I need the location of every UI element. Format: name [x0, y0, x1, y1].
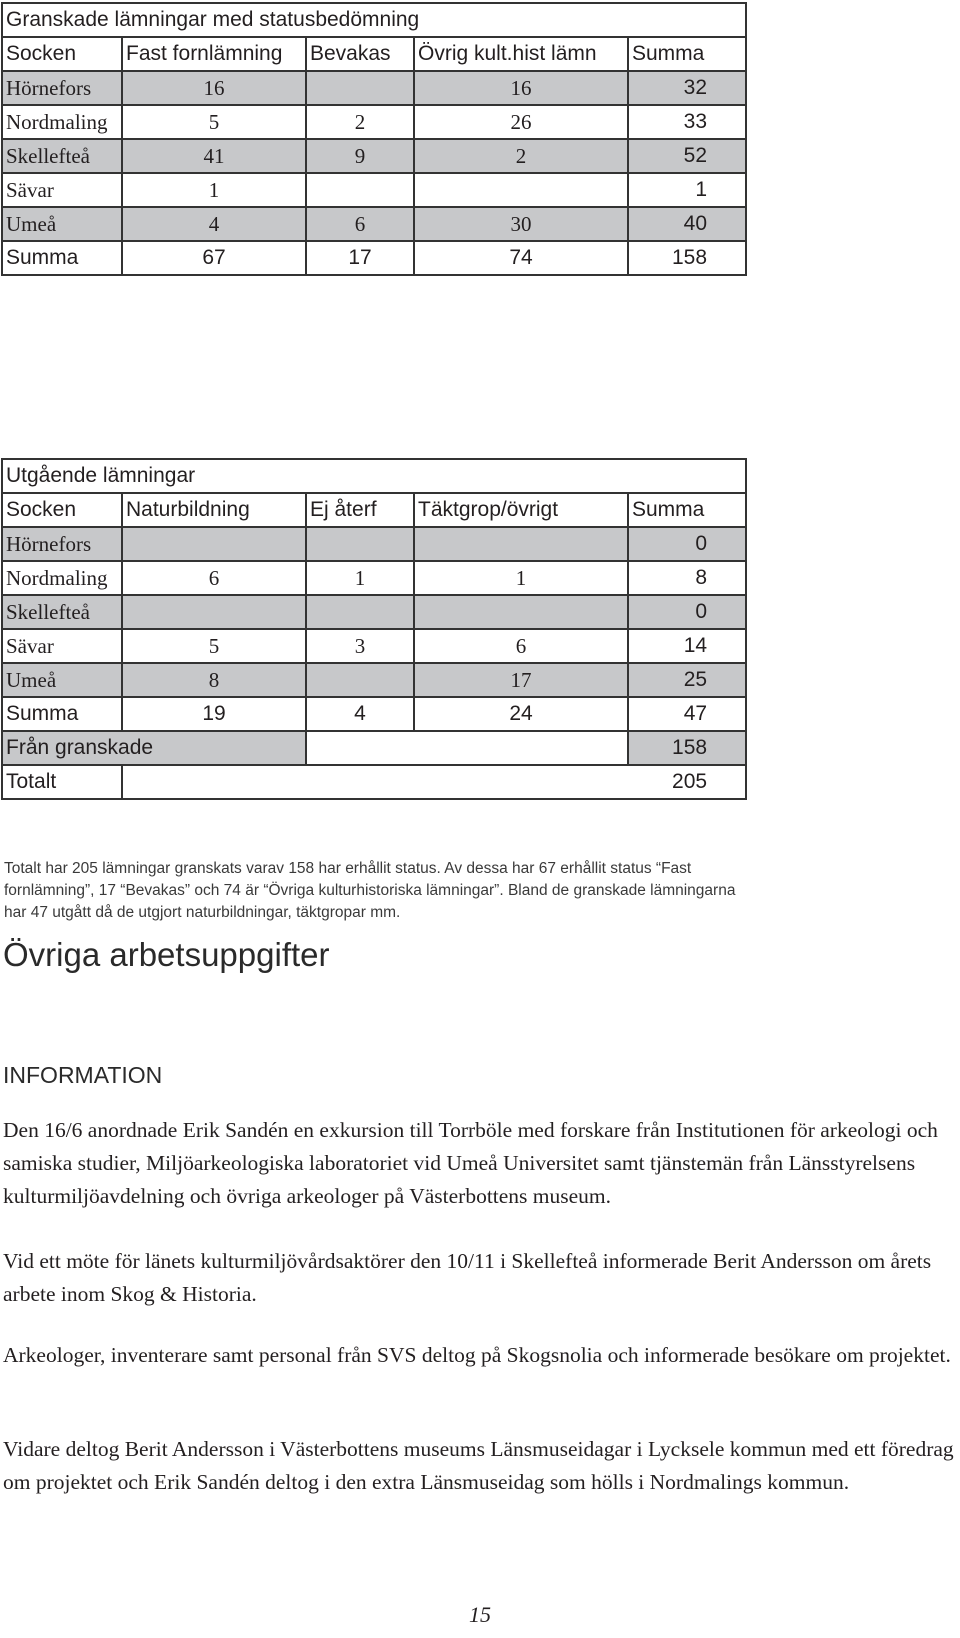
cell: 19 [122, 697, 306, 731]
cell: 74 [414, 241, 628, 275]
status-table [1, 2, 747, 276]
table-row [2, 105, 746, 139]
table-header-row [2, 37, 746, 71]
header-cell: Fast fornlämning [122, 37, 306, 71]
cell [306, 71, 414, 105]
cell: 0 [628, 527, 746, 561]
grand-total-row [2, 765, 746, 799]
cell: 16 [122, 71, 306, 105]
table-row [2, 629, 746, 663]
header-cell: Ej återf [306, 493, 414, 527]
cell: 1 [122, 173, 306, 207]
row-label: Umeå [2, 663, 122, 697]
cell: 67 [122, 241, 306, 275]
page-number: 15 [469, 1602, 491, 1627]
row-label: Sävar [2, 629, 122, 663]
table-title: Utgående lämningar [2, 459, 746, 493]
row-label: Nordmaling [2, 105, 122, 139]
cell: 4 [306, 697, 414, 731]
cell [414, 527, 628, 561]
table-row [2, 561, 746, 595]
row-label: Nordmaling [2, 561, 122, 595]
header-cell: Socken [2, 493, 122, 527]
cell: 8 [122, 663, 306, 697]
cell: 33 [628, 105, 746, 139]
cell: 6 [306, 207, 414, 241]
cell: 2 [414, 139, 628, 173]
header-cell: Täktgrop/övrigt [414, 493, 628, 527]
cell: 158 [628, 241, 746, 275]
table-row [2, 173, 746, 207]
summary-note: Totalt har 205 lämningar granskats varav 158 har erhållit status. Av dessa har 67 erhållit status “Fast fornlämning”, 17 “Bevakas” och 74 är “Övriga kulturhistoriska lämningar”. Bland de granskade lämningarna har 47 utgått då de utgjort naturbildningar, täktgropar mm. [4, 860, 736, 921]
cell: 6 [122, 561, 306, 595]
header-cell: Bevakas [306, 37, 414, 71]
row-label: Totalt [2, 765, 122, 799]
subsection-heading: INFORMATION [3, 1062, 163, 1088]
paragraph: Vidare deltog Berit Andersson i Västerbottens museums Länsmuseidagar i Lycksele kommun med ett föredrag om projektet och Erik Sandén deltog i den extra Länsmuseidag som hölls i Nordmalings kommun. [3, 1437, 954, 1494]
header-cell: Summa [628, 493, 746, 527]
cell [306, 527, 414, 561]
row-label: Skellefteå [2, 139, 122, 173]
cell [306, 663, 414, 697]
table-total-row [2, 697, 746, 731]
table-title: Granskade lämningar med statusbedömning [2, 3, 746, 37]
row-label: Hörnefors [2, 527, 122, 561]
table-title-row [2, 3, 746, 37]
from-reviewed-row [2, 731, 746, 765]
cell: 4 [122, 207, 306, 241]
row-label: Hörnefors [2, 71, 122, 105]
row-label: Från granskade [2, 731, 306, 765]
header-cell: Summa [628, 37, 746, 71]
cell: 5 [122, 629, 306, 663]
cell: 1 [414, 561, 628, 595]
cell: 25 [628, 663, 746, 697]
cell [414, 173, 628, 207]
header-cell: Naturbildning [122, 493, 306, 527]
header-cell: Övrig kult.hist lämn [414, 37, 628, 71]
cell: 30 [414, 207, 628, 241]
table-header-row [2, 493, 746, 527]
cell [306, 595, 414, 629]
table-row [2, 663, 746, 697]
cell: 52 [628, 139, 746, 173]
cell: 26 [414, 105, 628, 139]
cell: 0 [628, 595, 746, 629]
cell [122, 595, 306, 629]
row-label: Summa [2, 697, 122, 731]
cell: 32 [628, 71, 746, 105]
cell: 14 [628, 629, 746, 663]
table-total-row [2, 241, 746, 275]
table-row [2, 71, 746, 105]
cell: 5 [122, 105, 306, 139]
cell: 17 [306, 241, 414, 275]
cell: 1 [628, 173, 746, 207]
paragraph: Den 16/6 anordnade Erik Sandén en exkursion till Torrböle med forskare från Institutionen för arkeologi och samiska studier, Miljöarkeologiska laboratoriet vid Umeå Universitet samt tjänstemän från Länsstyrelsens kulturmiljöavdelning och övriga arkeologer på Västerbottens museum. [3, 1118, 938, 1208]
row-label: Skellefteå [2, 595, 122, 629]
table-row [2, 207, 746, 241]
section-heading: Övriga arbetsuppgifter [3, 936, 330, 973]
paragraph: Vid ett möte för länets kulturmiljövårdsaktörer den 10/11 i Skellefteå informerade Berit Andersson om årets arbete inom Skog & Historia. [3, 1249, 932, 1306]
cell: 17 [414, 663, 628, 697]
header-cell: Socken [2, 37, 122, 71]
cell: 9 [306, 139, 414, 173]
outgoing-table [1, 458, 747, 800]
cell: 8 [628, 561, 746, 595]
empty-cell [306, 731, 628, 765]
cell [306, 173, 414, 207]
cell [414, 595, 628, 629]
table-row [2, 527, 746, 561]
cell: 3 [306, 629, 414, 663]
cell: 158 [628, 731, 746, 765]
cell: 6 [414, 629, 628, 663]
cell: 2 [306, 105, 414, 139]
paragraph: Arkeologer, inventerare samt personal från SVS deltog på Skogsnolia och informerade besökare om projektet. [3, 1343, 951, 1367]
cell: 1 [306, 561, 414, 595]
cell [122, 527, 306, 561]
cell: 24 [414, 697, 628, 731]
row-label: Summa [2, 241, 122, 275]
cell: 41 [122, 139, 306, 173]
cell: 205 [122, 765, 746, 799]
table-row [2, 595, 746, 629]
table-row [2, 139, 746, 173]
table-title-row [2, 459, 746, 493]
row-label: Umeå [2, 207, 122, 241]
cell: 47 [628, 697, 746, 731]
cell: 40 [628, 207, 746, 241]
cell: 16 [414, 71, 628, 105]
row-label: Sävar [2, 173, 122, 207]
